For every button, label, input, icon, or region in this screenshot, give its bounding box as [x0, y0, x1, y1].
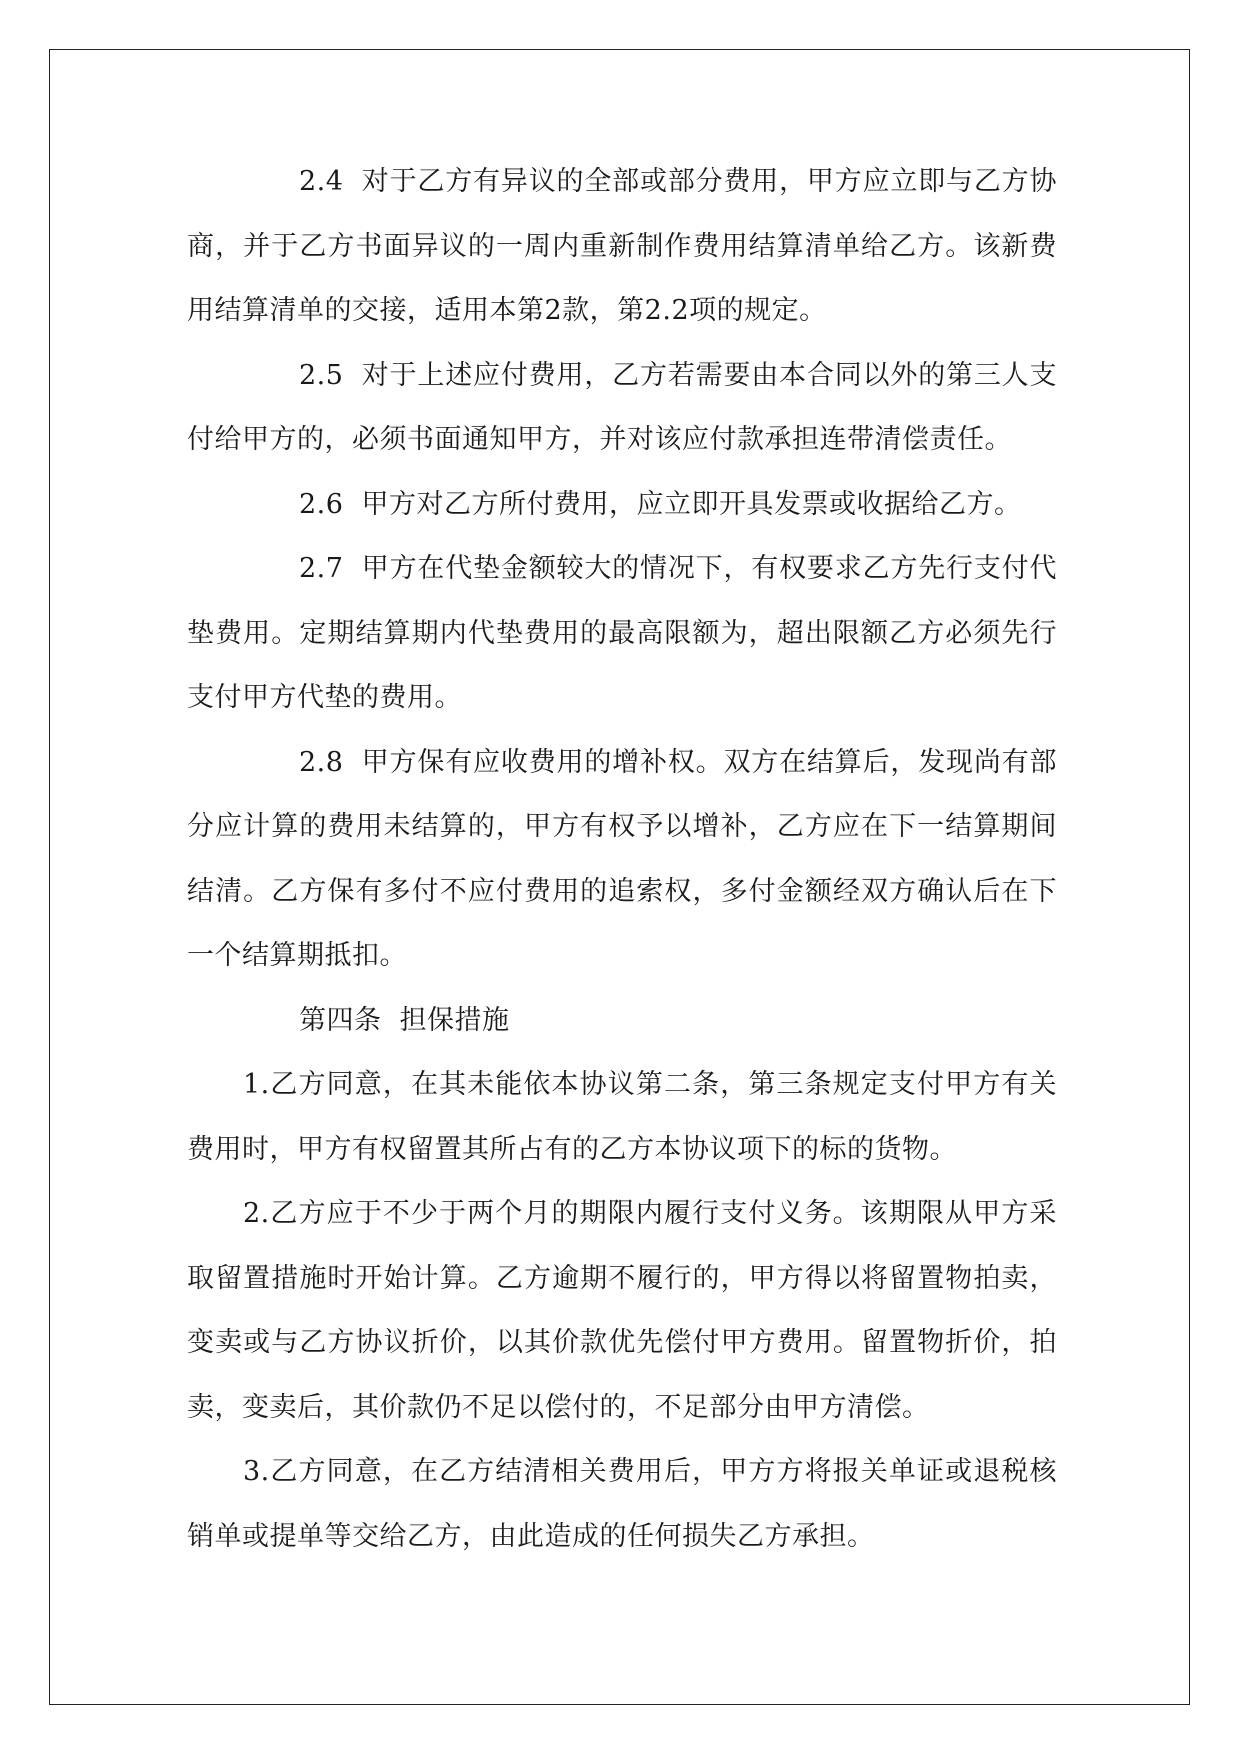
clause-text: 甲方保有应收费用的增补权。双方在结算后，发现尚有部分应计算的费用未结算的，甲方有权予以增补，乙方应在下一结算期间结清。乙方保有多付不应付费用的追索权，多付金额经双方确认后在下一个结算期抵扣。 — [187, 746, 1057, 971]
clause-text: 对于上述应付费用，乙方若需要由本合同以外的第三人支付给甲方的，必须书面通知甲方，并对该应付款承担连带清偿责任。 — [187, 359, 1057, 455]
clause-text: 2.乙方应于不少于两个月的期限内履行支付义务。该期限从甲方采取留置措施时开始计算。乙方逾期不履行的，甲方得以将留置物拍卖，变卖或与乙方协议折价，以其价款优先偿付甲方费用。留置物折价，拍卖，变卖后，其价款仍不足以偿付的，不足部分由甲方清偿。 — [187, 1198, 1057, 1423]
clause-number: 2.8 — [299, 746, 344, 778]
clause-text: 甲方对乙方所付费用，应立即开具发票或收据给乙方。 — [361, 488, 1022, 520]
paragraph-4-2 — [187, 1182, 1057, 1440]
paragraph-2-4 — [187, 150, 1057, 344]
paragraph-4-3 — [187, 1440, 1057, 1569]
section-heading-article-4 — [187, 989, 1057, 1054]
paragraph-2-7 — [187, 537, 1057, 731]
article-title: 担保措施 — [399, 1004, 510, 1036]
paragraph-2-5 — [187, 344, 1057, 473]
clause-text: 1.乙方同意，在其未能依本协议第二条，第三条规定支付甲方有关费用时，甲方有权留置其所占有的乙方本协议项下的标的货物。 — [187, 1069, 1057, 1165]
paragraph-2-6 — [187, 473, 1057, 538]
clause-text: 对于乙方有异议的全部或部分费用，甲方应立即与乙方协商，并于乙方书面异议的一周内重新制作费用结算清单给乙方。该新费用结算清单的交接，适用本第2款，第2.2项的规定。 — [187, 166, 1057, 326]
clause-number: 2.6 — [299, 488, 344, 520]
clause-number: 2.5 — [299, 359, 344, 391]
paragraph-4-1 — [187, 1053, 1057, 1182]
article-number: 第四条 — [299, 1004, 382, 1036]
document-body — [187, 150, 1057, 1569]
clause-text: 3.乙方同意，在乙方结清相关费用后，甲方方将报关单证或退税核销单或提单等交给乙方，由此造成的任何损失乙方承担。 — [187, 1456, 1057, 1552]
clause-number: 2.4 — [299, 166, 344, 197]
clause-number: 2.7 — [299, 553, 344, 584]
clause-text: 甲方在代垫金额较大的情况下，有权要求乙方先行支付代垫费用。定期结算期内代垫费用的最高限额为，超出限额乙方必须先行支付甲方代垫的费用。 — [187, 553, 1057, 713]
paragraph-2-8 — [187, 731, 1057, 989]
